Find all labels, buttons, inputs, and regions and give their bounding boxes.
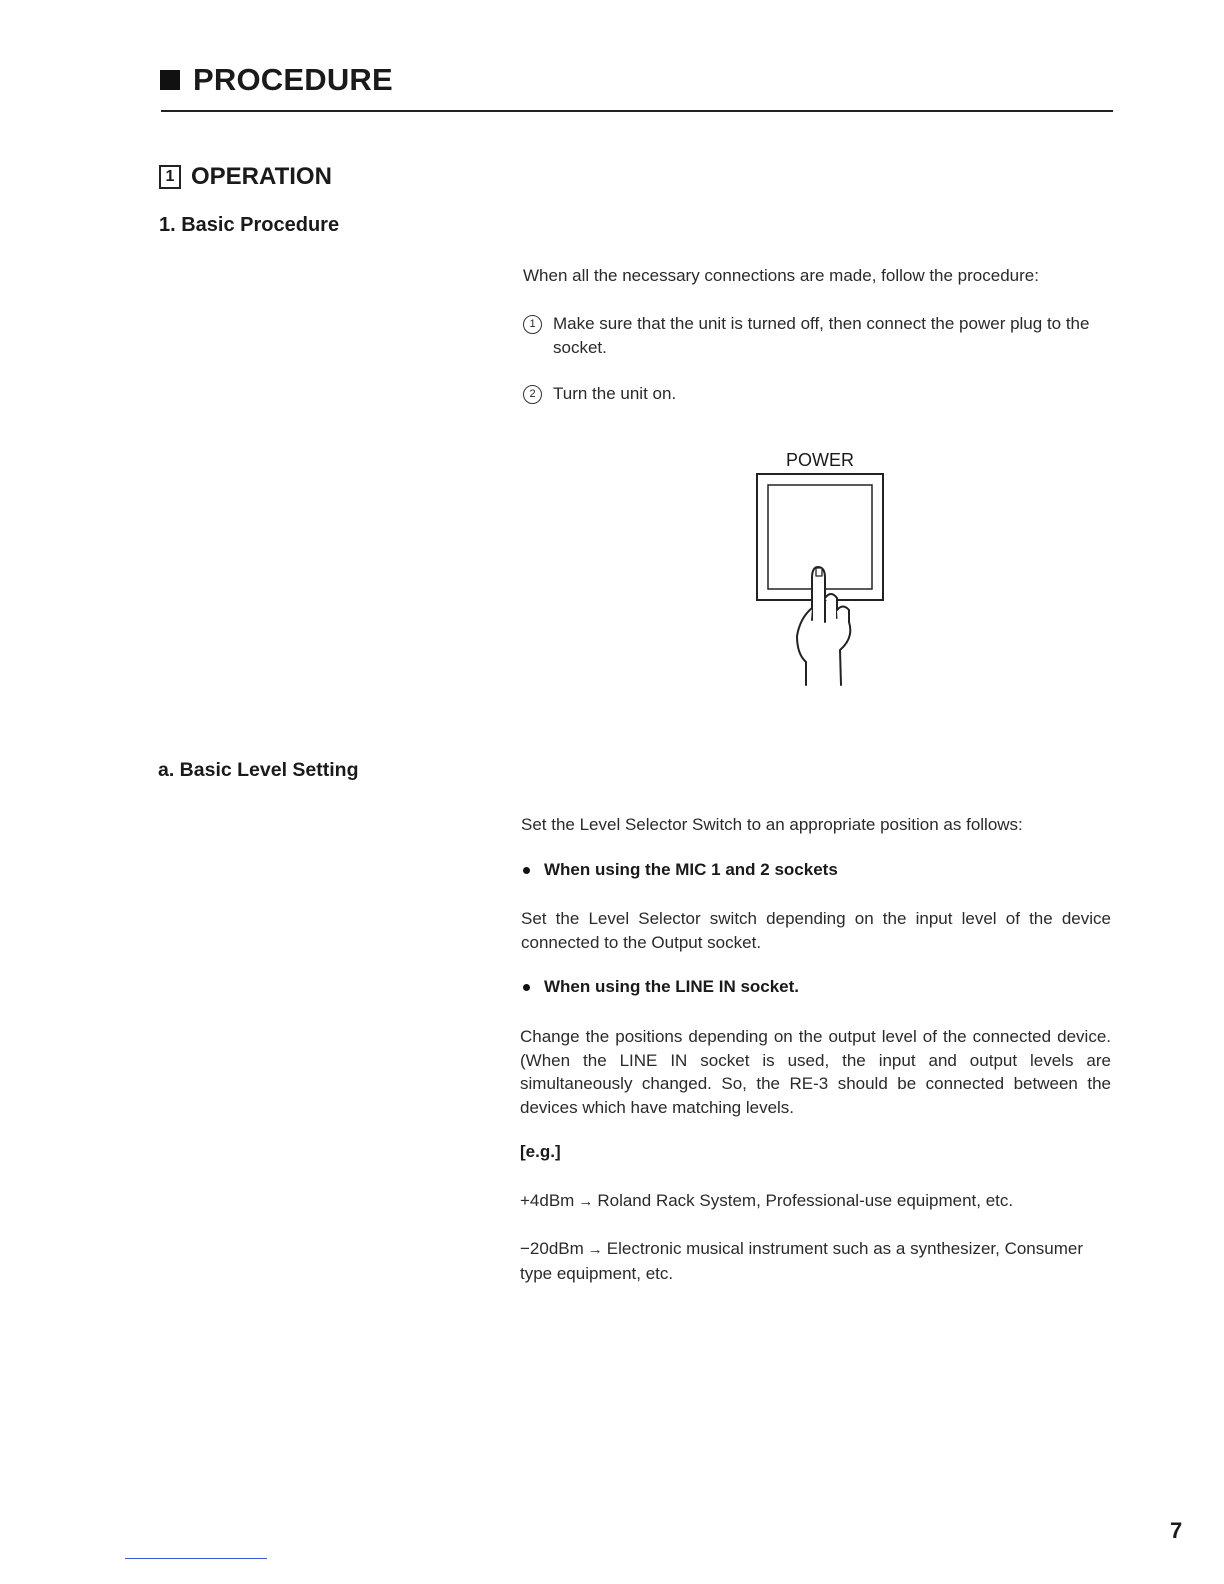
section-title-text: PROCEDURE [193, 62, 393, 97]
right-arrow-icon: → [578, 1193, 594, 1210]
level-intro: Set the Level Selector Switch to an appropriate position as follows: [521, 815, 1023, 834]
step-number-1: 1 [523, 315, 542, 334]
step-1-text: Make sure that the unit is turned off, then connect the power plug to the socket. [553, 314, 1090, 357]
line-paragraph: Change the positions depending on the output level of the connected device. (When the LINE IN socket is used, the input and output levels are simultaneously changed. So, the RE-3 should be connected between the devices which have matching levels. [520, 1027, 1111, 1117]
mic-heading [520, 860, 838, 880]
example-2 [520, 1237, 1112, 1285]
example-1-desc: Roland Rack System, Professional-use equipment, etc. [597, 1191, 1014, 1210]
mic-heading-text: When using the MIC 1 and 2 sockets [544, 860, 838, 879]
footer-line [125, 1558, 267, 1559]
mic-paragraph: Set the Level Selector switch depending on the input level of the device connected to the Output socket. [521, 909, 1111, 952]
subsection-title: OPERATION [191, 163, 332, 190]
step-2-text: Turn the unit on. [553, 384, 677, 403]
bullet-dot-icon [523, 984, 530, 991]
procedure-intro: When all the necessary connections are made, follow the procedure: [523, 266, 1039, 285]
subsection-heading [159, 163, 332, 191]
level-setting-heading: a. Basic Level Setting [158, 759, 359, 781]
step-1 [520, 312, 1113, 359]
example-1 [520, 1189, 1112, 1214]
step-2 [520, 382, 1113, 406]
bullet-dot-icon [523, 867, 530, 874]
power-switch-illustration [740, 470, 900, 695]
line-heading [520, 977, 799, 997]
title-rule [161, 110, 1113, 112]
example-2-level: −20dBm [520, 1239, 584, 1258]
step-number-2: 2 [523, 385, 542, 404]
subsection-number-box: 1 [159, 165, 181, 189]
example-2-desc: Electronic musical instrument such as a synthesizer, Consumer type equipment, etc. [520, 1239, 1083, 1283]
line-heading-text: When using the LINE IN socket. [544, 977, 800, 996]
square-bullet-icon [160, 70, 180, 90]
example-1-level: +4dBm [520, 1191, 575, 1210]
page-number: 7 [1170, 1518, 1183, 1543]
power-label: POWER [785, 450, 854, 470]
basic-procedure-heading: 1. Basic Procedure [159, 214, 340, 236]
example-label: [e.g.] [520, 1142, 561, 1161]
section-title [160, 62, 393, 98]
right-arrow-icon: → [587, 1241, 603, 1258]
